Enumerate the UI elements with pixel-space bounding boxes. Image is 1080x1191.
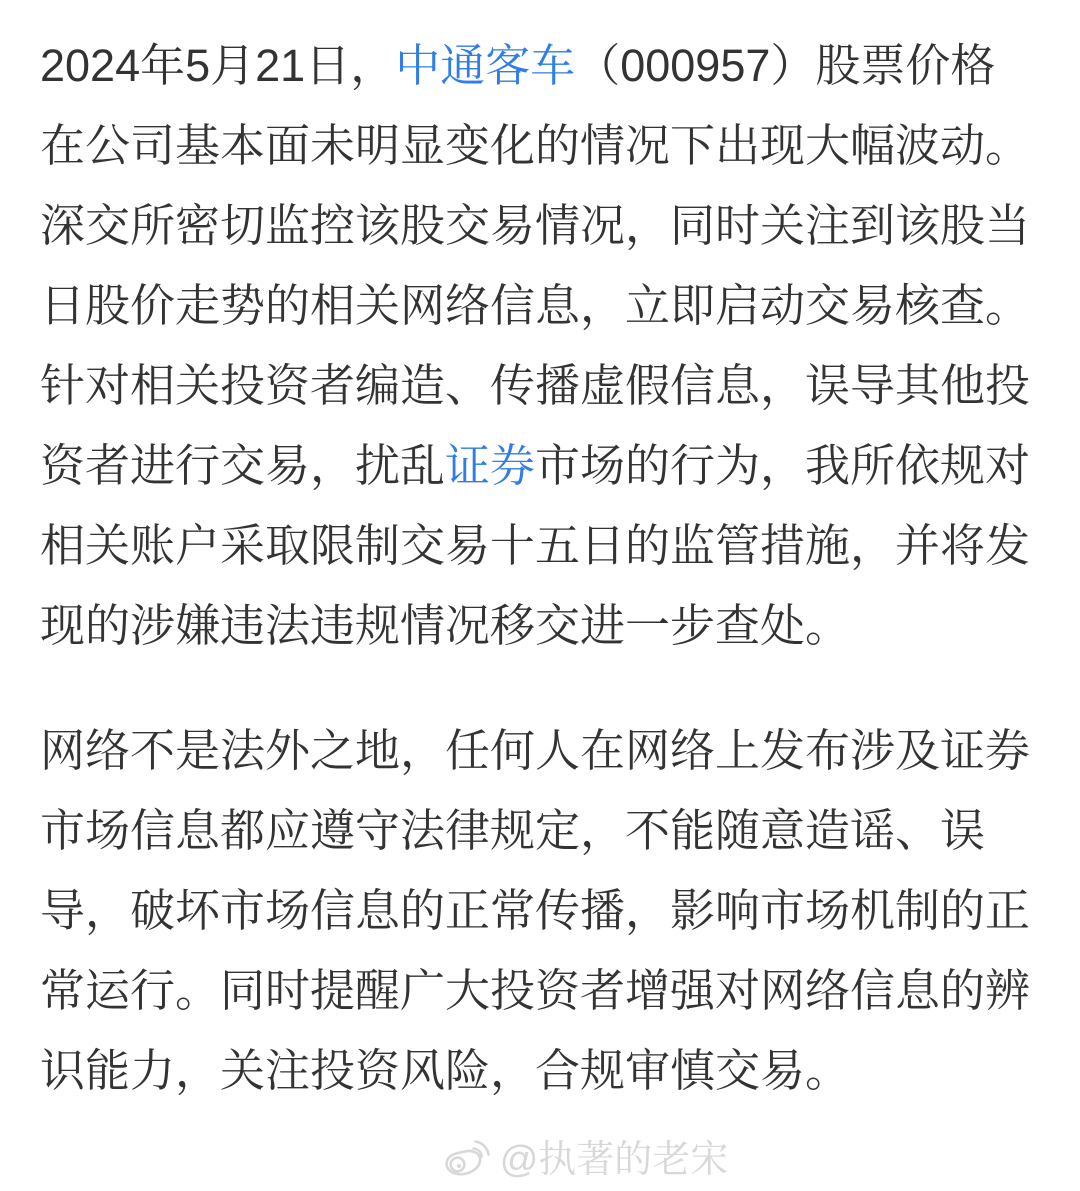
topic-link-securities[interactable]: 证券 xyxy=(445,440,536,491)
text-line xyxy=(40,106,1050,186)
text-line xyxy=(40,506,1050,586)
text-run: 深交所密切监控该股交易情况，同时关注到该股当 xyxy=(40,200,1031,251)
paragraph xyxy=(40,711,1050,1111)
text-line xyxy=(40,186,1050,266)
watermark-handle: @执著的老宋 xyxy=(499,1139,729,1181)
weibo-logo-icon xyxy=(440,1138,490,1182)
text-run: 日股价走势的相关网络信息，立即启动交易核查。 xyxy=(40,280,1031,331)
watermark xyxy=(0,1136,1080,1184)
text-run: 网络不是法外之地，任何人在网络上发布涉及证券 xyxy=(40,725,1031,776)
text-run: 针对相关投资者编造、传播虚假信息，误导其他投 xyxy=(40,360,1031,411)
text-line xyxy=(40,346,1050,426)
text-run: 资者进行交易，扰乱 xyxy=(40,440,446,491)
text-line xyxy=(40,791,1050,871)
text-run: 相关账户采取限制交易十五日的监管措施，并将发 xyxy=(40,520,1031,571)
text-run: 市场信息都应遵守法律规定，不能随意造谣、误 xyxy=(40,805,986,856)
text-line xyxy=(40,586,1050,666)
text-line xyxy=(40,426,1050,506)
stock-link-zhongtong[interactable]: 中通客车 xyxy=(395,40,576,91)
text-run: 识能力，关注投资风险，合规审慎交易。 xyxy=(40,1045,851,1096)
text-line xyxy=(40,951,1050,1031)
text-run: 市场的行为，我所依规对 xyxy=(535,440,1031,491)
text-run: 在公司基本面未明显变化的情况下出现大幅波动。 xyxy=(40,120,1031,171)
text-run: 现的涉嫌违法违规情况移交进一步查处。 xyxy=(40,600,851,651)
text-line xyxy=(40,1031,1050,1111)
text-run: 2024年5月21日， xyxy=(40,40,396,91)
text-run: 导，破坏市场信息的正常传播，影响市场机制的正 xyxy=(40,885,1031,936)
paragraph xyxy=(40,26,1050,666)
text-run: 常运行。同时提醒广大投资者增强对网络信息的辨 xyxy=(40,965,1031,1016)
text-line xyxy=(40,711,1050,791)
text-line xyxy=(40,266,1050,346)
post-body xyxy=(40,26,1050,1111)
text-line xyxy=(40,26,1050,106)
text-line xyxy=(40,871,1050,951)
text-run: （000957）股票价格 xyxy=(575,40,996,91)
